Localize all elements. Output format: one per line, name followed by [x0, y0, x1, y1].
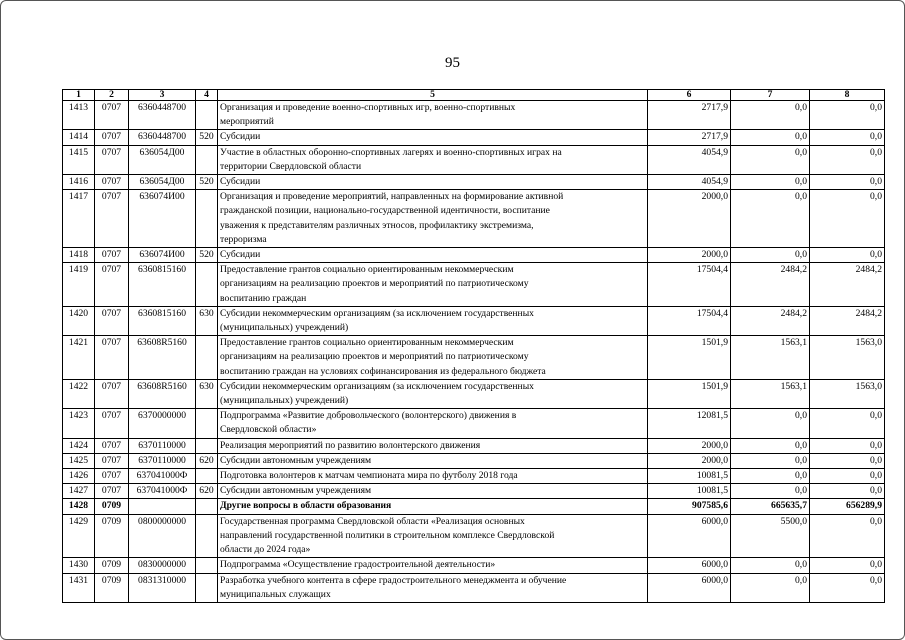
- table-row: [63, 484, 885, 499]
- item-name-line: воспитанию граждан: [220, 292, 307, 304]
- item-name-cell: [218, 306, 648, 335]
- page-number: 95: [445, 55, 460, 71]
- target-item-code-cell: 637041000Ф: [129, 469, 196, 484]
- section-code-cell: 0707: [95, 438, 129, 453]
- table-row: [63, 145, 885, 174]
- amount-col-6-cell: 1501,9: [648, 379, 731, 408]
- section-code-cell: 0707: [95, 130, 129, 145]
- item-name-line: Субсидии: [220, 131, 261, 143]
- amount-col-6-cell: 17504,4: [648, 306, 731, 335]
- target-item-code-cell: 636074И00: [129, 248, 196, 263]
- row-number-cell: 1431: [63, 573, 95, 602]
- item-name-line: Другие вопросы в области образования: [220, 500, 392, 512]
- item-name-cell: [218, 145, 648, 174]
- target-item-code-cell: 0830000000: [129, 558, 196, 573]
- amount-col-8-cell: 0,0: [810, 101, 885, 130]
- amount-col-8-cell: 1563,0: [810, 336, 885, 380]
- amount-col-7-cell: 0,0: [731, 573, 810, 602]
- expense-type-cell: [196, 263, 218, 307]
- amount-col-6-cell: 4054,9: [648, 145, 731, 174]
- amount-col-7-cell: 0,0: [731, 469, 810, 484]
- amount-col-7-cell: 0,0: [731, 484, 810, 499]
- amount-col-7-cell: 2484,2: [731, 306, 810, 335]
- row-number-cell: 1414: [63, 130, 95, 145]
- amount-col-8-cell: 2484,2: [810, 263, 885, 307]
- budget-table: [62, 89, 885, 603]
- target-item-code-cell: 636054Д00: [129, 145, 196, 174]
- amount-col-6-cell: 2000,0: [648, 453, 731, 468]
- table-row: [63, 379, 885, 408]
- item-name-line: Организация и проведение мероприятий, направленных на формирование активной: [220, 191, 564, 203]
- amount-col-7-cell: 0,0: [731, 101, 810, 130]
- table-row: [63, 263, 885, 307]
- section-code-cell: 0709: [95, 514, 129, 558]
- amount-col-7-cell: 0,0: [731, 145, 810, 174]
- row-number-cell: 1430: [63, 558, 95, 573]
- section-code-cell: 0707: [95, 190, 129, 248]
- target-item-code-cell: 636074И00: [129, 190, 196, 248]
- target-item-code-cell: 0831310000: [129, 573, 196, 602]
- item-name-line: Подпрограмма «Развитие добровольческого (волонтерского) движения в: [220, 410, 517, 422]
- expense-type-cell: 620: [196, 453, 218, 468]
- header-col-8: 8: [810, 90, 885, 101]
- expense-type-cell: [196, 558, 218, 573]
- amount-col-8-cell: 0,0: [810, 484, 885, 499]
- item-name-cell: [218, 379, 648, 408]
- amount-col-7-cell: 0,0: [731, 190, 810, 248]
- amount-col-8-cell: 0,0: [810, 438, 885, 453]
- item-name-line: Организация и проведение военно-спортивных игр, военно-спортивных: [220, 102, 516, 113]
- section-code-cell: 0707: [95, 248, 129, 263]
- table-row: [63, 306, 885, 335]
- item-name-line: (муниципальных) учреждений): [220, 395, 349, 407]
- table-row: [63, 101, 885, 130]
- item-name-cell: [218, 438, 648, 453]
- table-row: [63, 336, 885, 380]
- row-number-cell: 1415: [63, 145, 95, 174]
- header-col-7: 7: [731, 90, 810, 101]
- amount-col-8-cell: 2484,2: [810, 306, 885, 335]
- target-item-code-cell: 6360815160: [129, 263, 196, 307]
- item-name-line: Свердловской области»: [220, 424, 317, 436]
- amount-col-8-cell: 1563,0: [810, 379, 885, 408]
- table-body: [63, 101, 885, 603]
- row-number-cell: 1421: [63, 336, 95, 380]
- item-name-line: воспитанию граждан на условиях софинансирования из федерального бюджета: [220, 365, 546, 377]
- item-name-cell: [218, 263, 648, 307]
- item-name-line: Субсидии автономным учреждениям: [220, 485, 372, 497]
- amount-col-8-cell: 0,0: [810, 514, 885, 558]
- item-name-cell: [218, 409, 648, 438]
- expense-type-cell: [196, 101, 218, 130]
- amount-col-8-cell: 0,0: [810, 573, 885, 602]
- header-row: [63, 90, 885, 101]
- expense-type-cell: 520: [196, 175, 218, 190]
- amount-col-6-cell: 2000,0: [648, 190, 731, 248]
- amount-col-6-cell: 10081,5: [648, 469, 731, 484]
- item-name-line: области до 2024 года»: [220, 544, 311, 556]
- section-code-cell: 0709: [95, 499, 129, 514]
- amount-col-6-cell: 4054,9: [648, 175, 731, 190]
- amount-col-7-cell: 0,0: [731, 438, 810, 453]
- item-name-line: Субсидии автономным учреждениям: [220, 454, 372, 466]
- expense-type-cell: [196, 438, 218, 453]
- row-number-cell: 1418: [63, 248, 95, 263]
- target-item-code-cell: 636054Д00: [129, 175, 196, 190]
- item-name-line: муниципальных служащих: [220, 588, 331, 600]
- item-name-line: (муниципальных) учреждений): [220, 322, 349, 334]
- amount-col-6-cell: 1501,9: [648, 336, 731, 380]
- item-name-cell: [218, 514, 648, 558]
- table-row: [63, 453, 885, 468]
- amount-col-7-cell: 5500,0: [731, 514, 810, 558]
- section-code-cell: 0707: [95, 175, 129, 190]
- item-name-line: Государственная программа Свердловской области «Реализация основных: [220, 515, 525, 527]
- row-number-cell: 1426: [63, 469, 95, 484]
- section-code-cell: 0709: [95, 558, 129, 573]
- target-item-code-cell: 63608R5160: [129, 336, 196, 380]
- table-row: [63, 499, 885, 514]
- amount-col-6-cell: 10081,5: [648, 484, 731, 499]
- target-item-code-cell: 6370000000: [129, 409, 196, 438]
- header-col-3: 3: [129, 90, 196, 101]
- section-code-cell: 0707: [95, 379, 129, 408]
- table-row: [63, 438, 885, 453]
- item-name-line: территории Свердловской области: [220, 160, 362, 172]
- amount-col-8-cell: 0,0: [810, 190, 885, 248]
- amount-col-7-cell: 1563,1: [731, 379, 810, 408]
- amount-col-7-cell: 2484,2: [731, 263, 810, 307]
- amount-col-6-cell: 12081,5: [648, 409, 731, 438]
- expense-type-cell: 630: [196, 306, 218, 335]
- amount-col-6-cell: 6000,0: [648, 514, 731, 558]
- amount-col-7-cell: 0,0: [731, 175, 810, 190]
- row-number-cell: 1416: [63, 175, 95, 190]
- expense-type-cell: 520: [196, 248, 218, 263]
- amount-col-6-cell: 2717,9: [648, 101, 731, 130]
- amount-col-8-cell: 0,0: [810, 558, 885, 573]
- item-name-line: организациям на реализацию проектов и мероприятий по патриотическому: [220, 351, 529, 363]
- item-name-cell: [218, 175, 648, 190]
- item-name-line: Реализация мероприятий по развитию волонтерского движения: [220, 439, 481, 451]
- target-item-code-cell: 6370110000: [129, 453, 196, 468]
- amount-col-8-cell: 0,0: [810, 409, 885, 438]
- amount-col-6-cell: 6000,0: [648, 573, 731, 602]
- item-name-line: Разработка учебного контента в сфере градостроительного менеджмента и обучение: [220, 574, 567, 586]
- amount-col-7-cell: 0,0: [731, 409, 810, 438]
- target-item-code-cell: 6360448700: [129, 101, 196, 130]
- expense-type-cell: [196, 499, 218, 514]
- item-name-line: Субсидии: [220, 176, 261, 188]
- header-col-4: 4: [196, 90, 218, 101]
- expense-type-cell: [196, 190, 218, 248]
- item-name-cell: [218, 336, 648, 380]
- amount-col-8-cell: 0,0: [810, 130, 885, 145]
- section-code-cell: 0707: [95, 469, 129, 484]
- amount-col-8-cell: 0,0: [810, 145, 885, 174]
- item-name-cell: [218, 248, 648, 263]
- amount-col-8-cell: 0,0: [810, 175, 885, 190]
- item-name-line: Субсидии некоммерческим организациям (за исключением государственных: [220, 380, 534, 392]
- target-item-code-cell: 0800000000: [129, 514, 196, 558]
- item-name-line: организациям на реализацию проектов и мероприятий по патриотическому: [220, 278, 529, 290]
- item-name-cell: [218, 130, 648, 145]
- row-number-cell: 1423: [63, 409, 95, 438]
- row-number-cell: 1427: [63, 484, 95, 499]
- row-number-cell: 1425: [63, 453, 95, 468]
- item-name-cell: [218, 558, 648, 573]
- target-item-code-cell: 6360448700: [129, 130, 196, 145]
- table-row: [63, 409, 885, 438]
- expense-type-cell: [196, 336, 218, 380]
- expense-type-cell: [196, 573, 218, 602]
- table-row: [63, 469, 885, 484]
- expense-type-cell: 620: [196, 484, 218, 499]
- amount-col-6-cell: 6000,0: [648, 558, 731, 573]
- row-number-cell: 1417: [63, 190, 95, 248]
- item-name-cell: [218, 573, 648, 602]
- item-name-line: Субсидии некоммерческим организациям (за исключением государственных: [220, 307, 534, 319]
- table-row: [63, 130, 885, 145]
- section-code-cell: 0707: [95, 306, 129, 335]
- amount-col-8-cell: 0,0: [810, 248, 885, 263]
- amount-col-7-cell: 0,0: [731, 558, 810, 573]
- item-name-line: терроризма: [220, 233, 267, 245]
- table-row: [63, 558, 885, 573]
- table-row: [63, 248, 885, 263]
- row-number-cell: 1428: [63, 499, 95, 514]
- amount-col-7-cell: 0,0: [731, 453, 810, 468]
- header-col-1: 1: [63, 90, 95, 101]
- item-name-line: мероприятий: [220, 116, 274, 128]
- target-item-code-cell: [129, 499, 196, 514]
- section-code-cell: 0707: [95, 484, 129, 499]
- item-name-cell: [218, 484, 648, 499]
- row-number-cell: 1419: [63, 263, 95, 307]
- expense-type-cell: [196, 514, 218, 558]
- item-name-line: Подпрограмма «Осуществление градостроительной деятельности»: [220, 559, 496, 571]
- section-code-cell: 0707: [95, 336, 129, 380]
- target-item-code-cell: 637041000Ф: [129, 484, 196, 499]
- amount-col-7-cell: 665635,7: [731, 499, 810, 514]
- expense-type-cell: [196, 145, 218, 174]
- amount-col-8-cell: 656289,9: [810, 499, 885, 514]
- item-name-line: гражданской позиции, национально-государственной идентичности, воспитание: [220, 205, 550, 217]
- target-item-code-cell: 6360815160: [129, 306, 196, 335]
- item-name-cell: [218, 101, 648, 130]
- section-code-cell: 0707: [95, 453, 129, 468]
- header-col-5: 5: [218, 90, 648, 101]
- row-number-cell: 1429: [63, 514, 95, 558]
- expense-type-cell: 520: [196, 130, 218, 145]
- item-name-line: направлений государственной политики в строительном комплексе Свердловской: [220, 529, 555, 541]
- item-name-cell: [218, 190, 648, 248]
- amount-col-7-cell: 0,0: [731, 248, 810, 263]
- item-name-line: Участие в областных оборонно-спортивных лагерях и военно-спортивных играх на: [220, 146, 562, 158]
- expense-type-cell: 630: [196, 379, 218, 408]
- section-code-cell: 0709: [95, 573, 129, 602]
- amount-col-8-cell: 0,0: [810, 453, 885, 468]
- target-item-code-cell: 6370110000: [129, 438, 196, 453]
- amount-col-6-cell: 2000,0: [648, 248, 731, 263]
- header-col-6: 6: [648, 90, 731, 101]
- amount-col-6-cell: 2000,0: [648, 438, 731, 453]
- section-code-cell: 0707: [95, 263, 129, 307]
- expense-type-cell: [196, 469, 218, 484]
- item-name-line: Предоставление грантов социально ориентированным некоммерческим: [220, 337, 514, 349]
- table-row: [63, 573, 885, 602]
- item-name-cell: [218, 499, 648, 514]
- section-code-cell: 0707: [95, 409, 129, 438]
- amount-col-6-cell: 2717,9: [648, 130, 731, 145]
- table-row: [63, 175, 885, 190]
- amount-col-6-cell: 17504,4: [648, 263, 731, 307]
- row-number-cell: 1424: [63, 438, 95, 453]
- section-code-cell: 0707: [95, 101, 129, 130]
- table-row: [63, 514, 885, 558]
- table-row: [63, 190, 885, 248]
- section-code-cell: 0707: [95, 145, 129, 174]
- row-number-cell: 1422: [63, 379, 95, 408]
- target-item-code-cell: 63608R5160: [129, 379, 196, 408]
- item-name-line: Субсидии: [220, 249, 261, 261]
- row-number-cell: 1413: [63, 101, 95, 130]
- item-name-line: Предоставление грантов социально ориентированным некоммерческим: [220, 264, 514, 276]
- expense-type-cell: [196, 409, 218, 438]
- amount-col-8-cell: 0,0: [810, 469, 885, 484]
- item-name-cell: [218, 469, 648, 484]
- item-name-line: уважения к представителям различных этносов, профилактику экстремизма,: [220, 219, 534, 231]
- amount-col-7-cell: 0,0: [731, 130, 810, 145]
- amount-col-7-cell: 1563,1: [731, 336, 810, 380]
- header-col-2: 2: [95, 90, 129, 101]
- row-number-cell: 1420: [63, 306, 95, 335]
- amount-col-6-cell: 907585,6: [648, 499, 731, 514]
- item-name-cell: [218, 453, 648, 468]
- item-name-line: Подготовка волонтеров к матчам чемпионата мира по футболу 2018 года: [220, 470, 518, 482]
